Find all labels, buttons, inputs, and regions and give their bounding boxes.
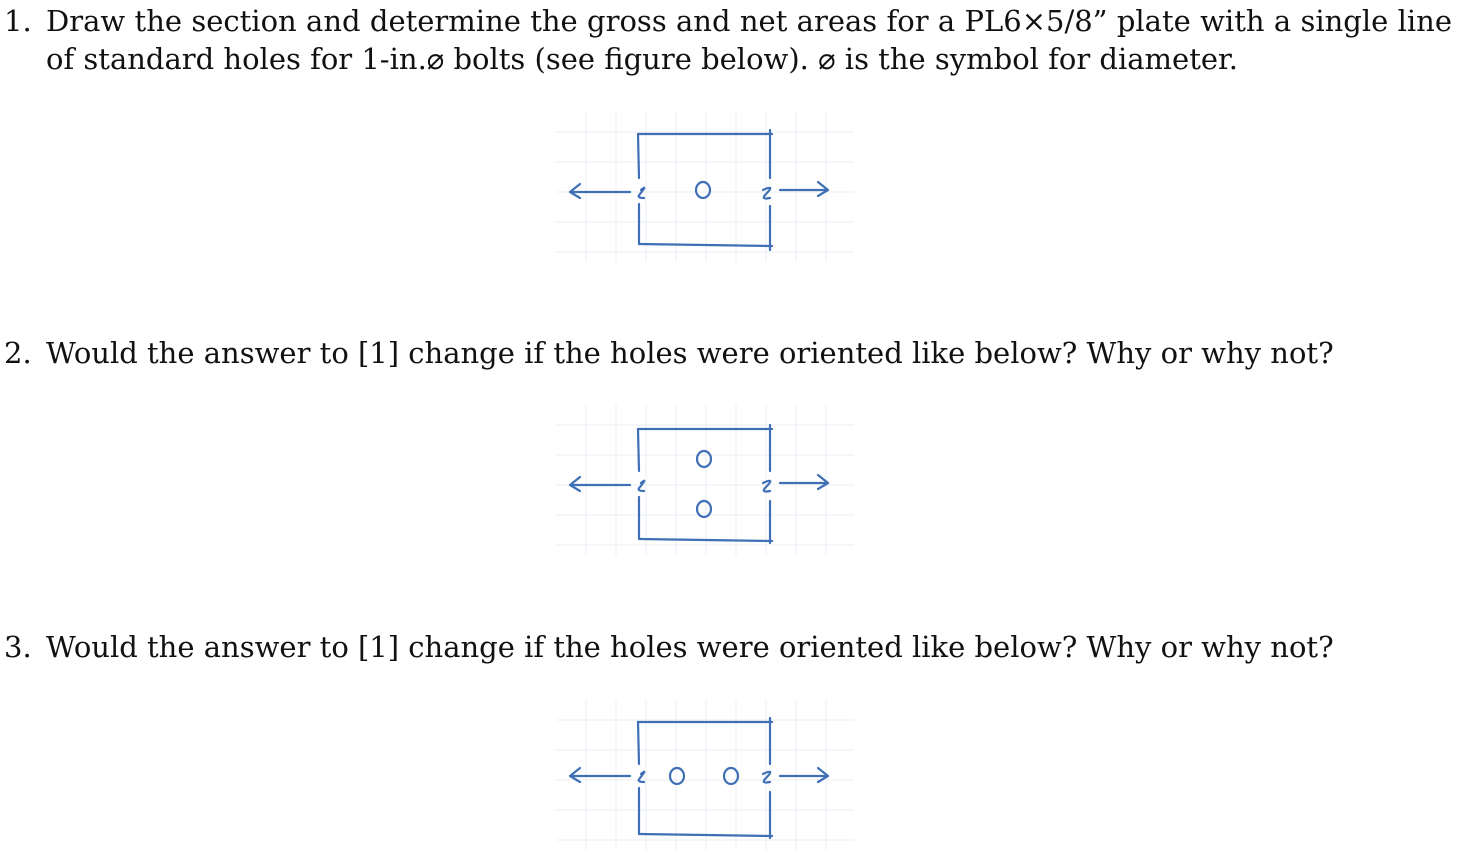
plate-single-hole-sketch xyxy=(556,112,854,262)
question-text: Draw the section and determine the gross and net areas for a PL6×5/8” plate with a single line of standard holes for 1-in.⌀ bolts (see figure below). ⌀ is the symbol for diameter. xyxy=(46,4,1452,76)
question-1 xyxy=(0,2,1452,78)
question-number: 2. xyxy=(4,336,32,370)
plate-two-holes-vertical-sketch xyxy=(556,405,854,555)
plate-two-holes-horizontal-sketch xyxy=(556,700,854,850)
question-3 xyxy=(0,628,1452,666)
question-text: Would the answer to [1] change if the holes were oriented like below? Why or why not? xyxy=(46,336,1334,370)
question-text: Would the answer to [1] change if the holes were oriented like below? Why or why not? xyxy=(46,630,1334,664)
question-number: 3. xyxy=(4,630,32,664)
question-2 xyxy=(0,334,1452,372)
question-number: 1. xyxy=(4,4,32,38)
